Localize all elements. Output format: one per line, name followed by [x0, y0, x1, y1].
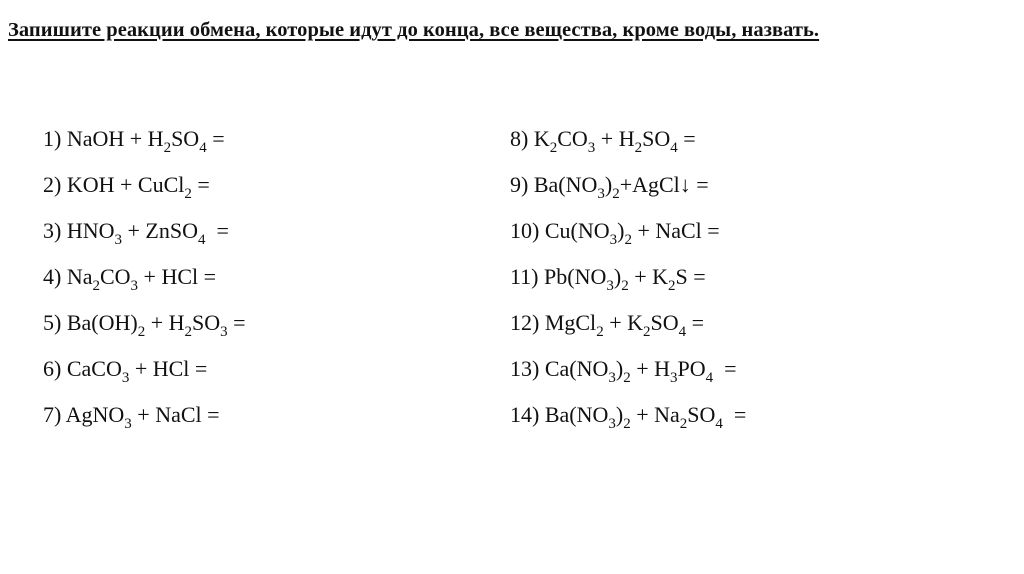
equation-text: + H: [630, 356, 670, 381]
equation-text: 8) K: [510, 126, 550, 151]
equation-subscript: 2: [679, 416, 688, 432]
equation-subscript: 2: [621, 278, 629, 294]
equation-text: ): [613, 264, 622, 289]
equation-line: [43, 216, 246, 262]
equation-line: [510, 124, 746, 170]
equation-subscript: 3: [587, 140, 596, 156]
equation-text: =: [227, 310, 246, 335]
equation-text: 1) NaOH + H: [43, 126, 164, 151]
equation-text: ): [604, 172, 613, 197]
equation-line: [43, 354, 246, 400]
equation-subscript: 2: [549, 140, 558, 156]
equation-subscript: 3: [670, 370, 678, 386]
equation-subscript: 3: [114, 232, 122, 248]
equation-line: [510, 354, 746, 400]
equation-text: + K: [603, 310, 643, 335]
equation-subscript: 2: [624, 232, 632, 248]
equation-line: [510, 170, 746, 216]
equation-subscript: 2: [596, 324, 604, 340]
equation-subscript: 4: [715, 416, 723, 432]
equation-text: 10) Cu(NO: [510, 218, 610, 243]
equation-text: + H: [145, 310, 185, 335]
equation-text: PO: [677, 356, 706, 381]
equation-text: CO: [99, 264, 131, 289]
equation-text: + HCl =: [138, 264, 217, 289]
page-title: Запишите реакции обмена, которые идут до конца, все вещества, кроме воды, назвать.: [8, 19, 820, 41]
equation-text: =: [205, 218, 229, 243]
equation-text: SO: [687, 402, 716, 427]
equation-text: =: [206, 126, 225, 151]
equation-text: 14) Ba(NO: [510, 402, 609, 427]
equation-subscript: 2: [612, 186, 620, 202]
equation-subscript: 2: [184, 324, 192, 340]
equation-line: [510, 216, 746, 262]
equation-subscript: 4: [678, 324, 687, 340]
equation-text: =: [722, 402, 747, 427]
equation-subscript: 3: [121, 370, 130, 386]
equation-subscript: 4: [705, 370, 714, 386]
equation-text: + H: [595, 126, 635, 151]
equation-subscript: 2: [623, 416, 631, 432]
equation-line: [43, 124, 246, 170]
equation-subscript: 2: [137, 324, 146, 340]
equation-subscript: 3: [130, 278, 139, 294]
equation-subscript: 3: [606, 278, 614, 294]
equation-subscript: 3: [220, 324, 228, 340]
equation-text: 6) CaCO: [43, 356, 122, 381]
equation-text: SO: [171, 126, 200, 151]
equation-text: 3) HNO: [43, 218, 115, 243]
equation-text: +AgCl↓ =: [619, 172, 709, 197]
equation-text: ): [617, 218, 625, 243]
equation-subscript: 2: [623, 370, 631, 386]
equation-text: SO: [642, 126, 671, 151]
equation-line: [43, 170, 246, 216]
equation-text: =: [677, 126, 696, 151]
equation-text: + NaCl =: [131, 402, 220, 427]
equation-text: =: [686, 310, 705, 335]
equation-text: =: [191, 172, 210, 197]
equation-line: [510, 262, 746, 308]
equation-text: 2) KOH + CuCl: [43, 172, 185, 197]
equation-text: + HCl =: [129, 356, 208, 381]
equation-subscript: 2: [184, 186, 192, 202]
equation-subscript: 4: [670, 140, 678, 156]
equation-text: 12) MgCl: [510, 310, 597, 335]
equation-line: [510, 400, 746, 446]
equation-text: ): [615, 402, 624, 427]
equation-line: [510, 308, 746, 354]
equation-subscript: 3: [597, 186, 605, 202]
equation-subscript: 3: [609, 232, 618, 248]
equation-subscript: 3: [608, 370, 616, 386]
equation-subscript: 2: [163, 140, 172, 156]
equation-subscript: 4: [197, 232, 206, 248]
equation-subscript: 3: [608, 416, 616, 432]
equation-text: + ZnSO: [122, 218, 198, 243]
equation-text: SO: [650, 310, 679, 335]
equation-text: =: [713, 356, 737, 381]
equation-text: ): [615, 356, 624, 381]
equation-text: S =: [675, 264, 706, 289]
equation-subscript: 2: [667, 278, 676, 294]
right-equation-column: [510, 124, 746, 446]
left-equation-column: [43, 124, 246, 446]
equation-line: [43, 262, 246, 308]
equation-text: 4) Na: [43, 264, 93, 289]
equation-text: 11) Pb(NO: [510, 264, 607, 289]
equation-text: SO: [192, 310, 221, 335]
equation-text: + NaCl =: [631, 218, 720, 243]
equation-subscript: 2: [642, 324, 651, 340]
equation-text: 5) Ba(OH): [43, 310, 138, 335]
equation-subscript: 3: [124, 416, 132, 432]
equation-text: 7) AgNO: [43, 402, 125, 427]
equation-text: 13) Ca(NO: [510, 356, 609, 381]
equation-text: CO: [557, 126, 588, 151]
equation-line: [43, 308, 246, 354]
equation-subscript: 2: [634, 140, 643, 156]
equation-text: + Na: [630, 402, 680, 427]
equation-text: 9) Ba(NO: [510, 172, 598, 197]
equation-subscript: 4: [199, 140, 207, 156]
equation-line: [43, 400, 246, 446]
equation-text: + K: [628, 264, 668, 289]
equation-subscript: 2: [92, 278, 100, 294]
